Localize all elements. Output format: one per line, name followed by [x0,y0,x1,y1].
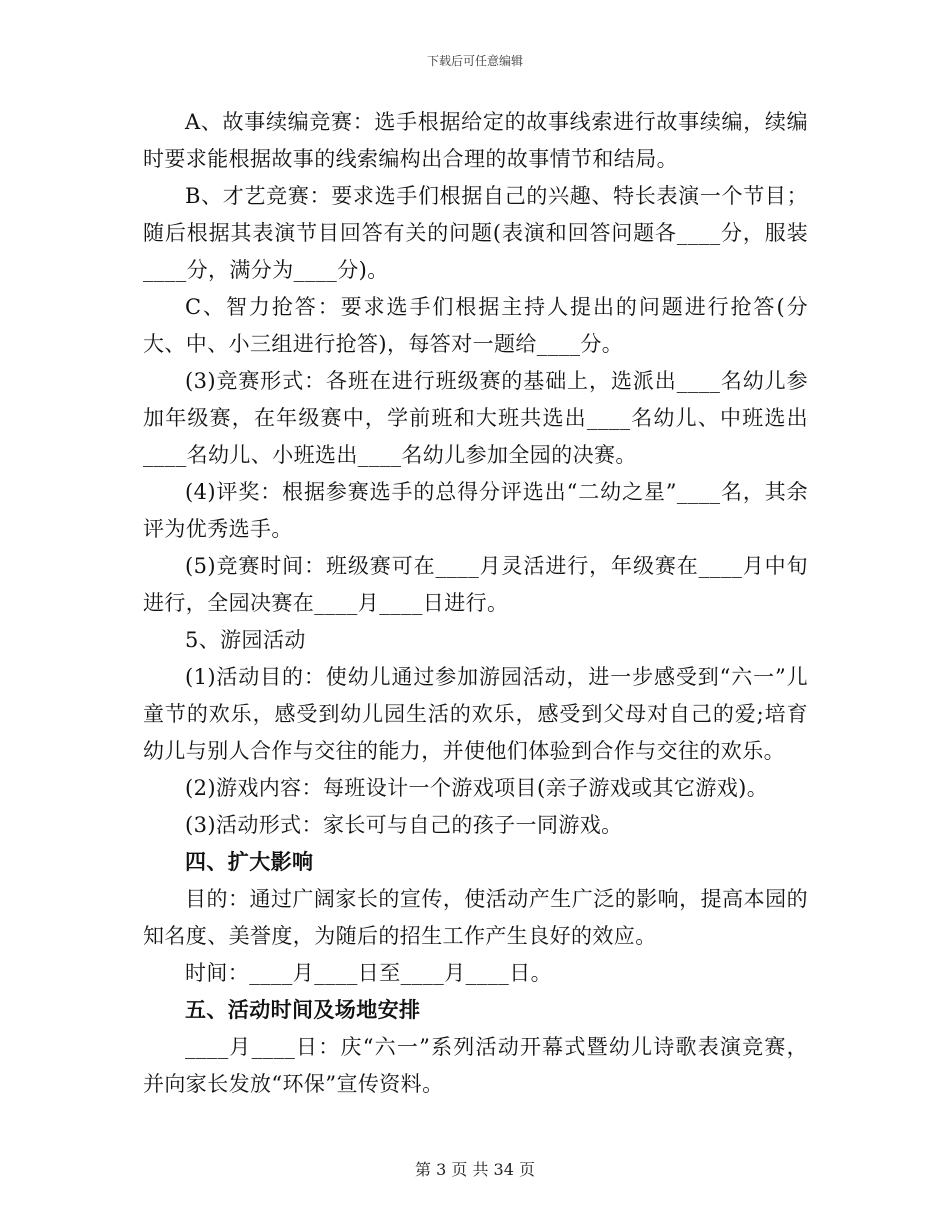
paragraph-quiz-contest: C、智力抢答：要求选手们根据主持人提出的问题进行抢答(分大、中、小三组进行抢答)，每答对一题给____分。 [143,295,808,356]
section-heading-schedule: 五、活动时间及场地安排 [185,998,421,1022]
paragraph-influence-time: 时间：____月____日至____月____日。 [185,961,552,985]
section-heading-expand-influence: 四、扩大影响 [185,850,314,874]
page-header-note: 下载后可任意编辑 [426,54,523,68]
paragraph-opening-ceremony: ____月____日：庆“六一”系列活动开幕式暨幼儿诗歌表演竞赛，并向家长发放“环保”宣传资料。 [143,1035,808,1096]
paragraph-influence-purpose: 目的：通过广阔家长的宣传，使活动产生广泛的影响，提高本园的知名度、美誉度，为随后的招生工作产生良好的效应。 [143,887,808,948]
paragraph-activity-purpose: (1)活动目的：使幼儿通过参加游园活动，进一步感受到“六一”儿童节的欢乐，感受到幼儿园生活的欢乐，感受到父母对自己的爱;培育幼儿与别人合作与交往的能力，并使他们体验到合作与交往的欢乐。 [143,665,808,763]
paragraph-awards: (4)评奖：根据参赛选手的总得分评选出“二幼之星”____名，其余评为优秀选手。 [143,480,808,541]
document-body [143,104,808,1103]
paragraph-contest-time: (5)竞赛时间：班级赛可在____月灵活进行，年级赛在____月中旬进行，全园决赛在____月____日进行。 [143,554,808,615]
paragraph-garden-activity-title: 5、游园活动 [185,628,306,652]
paragraph-activity-format: (3)活动形式：家长可与自己的孩子一同游戏。 [185,813,623,837]
paragraph-game-content: (2)游戏内容：每班设计一个游戏项目(亲子游戏或其它游戏)。 [185,776,769,800]
paragraph-story-contest: A、故事续编竞赛：选手根据给定的故事线索进行故事续编，续编时要求能根据故事的线索编构出合理的故事情节和结局。 [143,110,808,171]
paragraph-contest-format: (3)竞赛形式：各班在进行班级赛的基础上，选派出____名幼儿参加年级赛，在年级赛中，学前班和大班共选出____名幼儿、中班选出____名幼儿、小班选出____名幼儿参加全园的决赛。 [143,369,808,467]
page-footer-number: 第 3 页 共 34 页 [415,1160,535,1179]
paragraph-talent-contest: B、才艺竞赛：要求选手们根据自己的兴趣、特长表演一个节目；随后根据其表演节目回答有关的问题(表演和回答问题各____分，服装____分，满分为____分)。 [143,184,808,282]
